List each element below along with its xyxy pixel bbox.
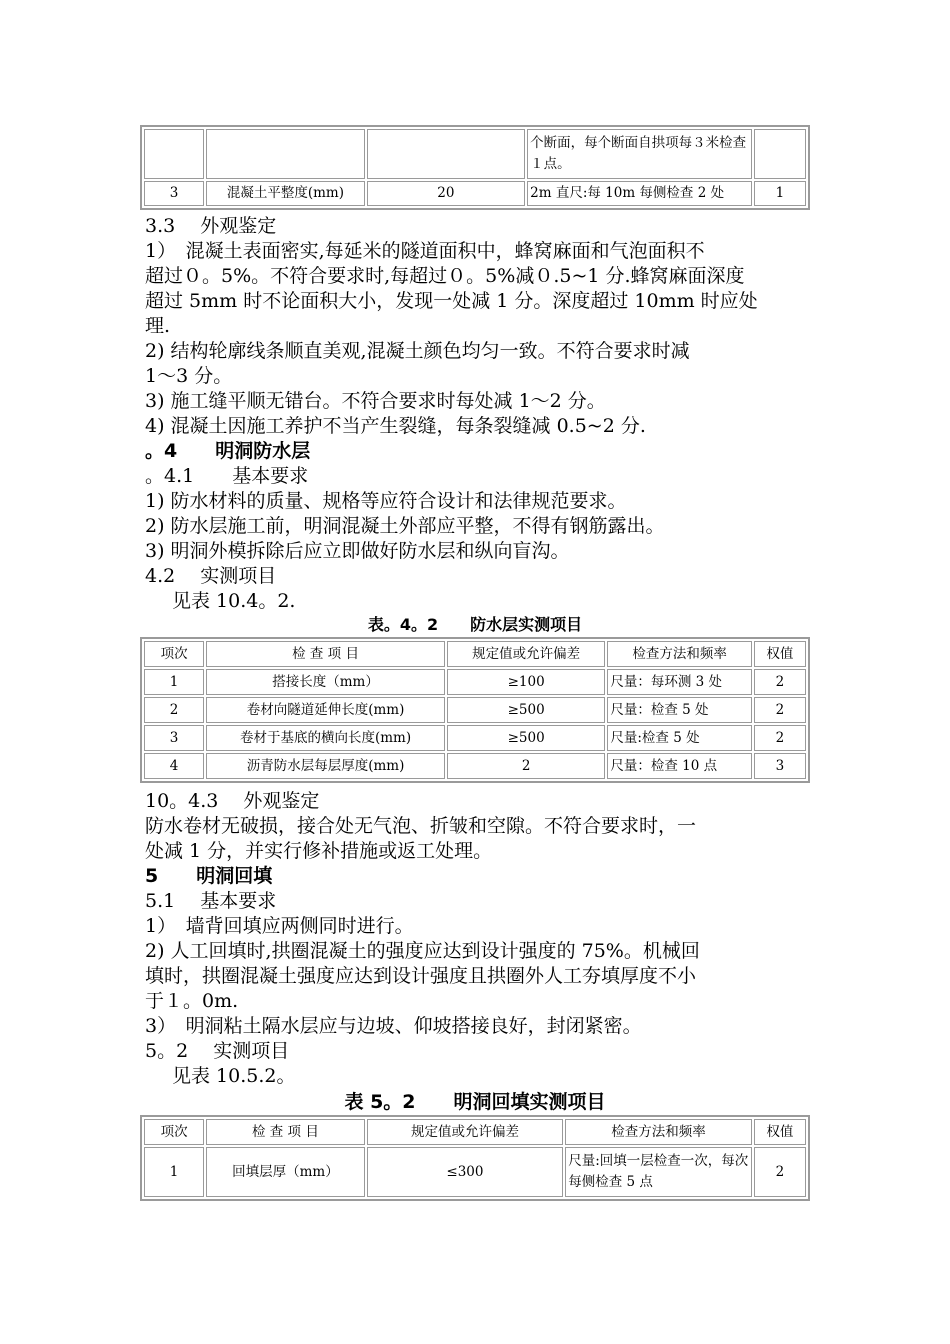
section-heading: 10。4.3 外观鉴定 (145, 790, 320, 812)
table-cell (206, 129, 364, 179)
column-header: 检查方法和频率 (565, 1119, 752, 1145)
table-cell: 个断面，每个断面自拱项每３米检查１点。 (527, 129, 752, 179)
paragraph-line: 3） 明洞粘土隔水层应与边坡、仰坡搭接良好，封闭紧密。 (145, 1015, 642, 1037)
table-cell: 混凝土平整度(mm) (206, 181, 364, 206)
table-cell: 1 (754, 181, 806, 206)
table-caption: 表 5。2 明洞回填实测项目 (344, 1091, 606, 1113)
table-cell: ≥100 (447, 669, 605, 695)
paragraph-line: 防水卷材无破损，接合处无气泡、折皱和空隙。不符合要求时，一 (145, 815, 697, 837)
section-heading: 5 明洞回填 (145, 865, 273, 887)
table-row (144, 181, 806, 206)
table-row (144, 753, 806, 779)
table-cell: 搭接长度（mm） (206, 669, 445, 695)
table-cell: 卷材向隧道延伸长度(mm) (206, 697, 445, 723)
paragraph-line: 1） 墙背回填应两侧同时进行。 (145, 915, 414, 937)
paragraph-line: 超过 5mm 时不论面积大小，发现一处减 1 分。深度超过 10mm 时应处 (145, 290, 758, 312)
table-cell (367, 129, 525, 179)
table-cell (754, 129, 806, 179)
paragraph-line: 2) 结构轮廓线条顺直美观,混凝土颜色均匀一致。不符合要求时减 (145, 340, 690, 362)
table-row (144, 129, 806, 179)
section-heading: 4.2 实测项目 (145, 565, 277, 587)
table-cell: 卷材于基底的横向长度(mm) (206, 725, 445, 751)
paragraph-line: 见表 10.5.2。 (172, 1065, 296, 1087)
table-cell: ≥500 (447, 697, 605, 723)
section-heading: 5.1 基本要求 (145, 890, 277, 912)
table-cell: 2 (754, 697, 806, 723)
table-cell: 回填层厚（mm） (206, 1147, 364, 1197)
column-header: 检 查 项 目 (206, 1119, 364, 1145)
column-header: 权值 (754, 641, 806, 667)
table-cell: 2 (754, 725, 806, 751)
inspection-table-continued (140, 125, 810, 210)
table-row (144, 1147, 806, 1197)
paragraph-line: 3) 施工缝平顺无错台。不符合要求时每处减 1～2 分。 (145, 390, 606, 412)
table-row (144, 697, 806, 723)
table-cell: ≤300 (367, 1147, 564, 1197)
table-cell: 1 (144, 669, 204, 695)
table-cell: 尺量:回填一层检查一次，每次每侧检查 5 点 (565, 1147, 752, 1197)
column-header: 检 查 项 目 (206, 641, 445, 667)
paragraph-line: 1) 防水材料的质量、规格等应符合设计和法律规范要求。 (145, 490, 627, 512)
column-header: 规定值或允许偏差 (367, 1119, 564, 1145)
column-header: 项次 (144, 641, 204, 667)
paragraph-line: 超过０。5%。不符合要求时,每超过０。5%减０.5~1 分.蜂窝麻面深度 (145, 265, 745, 287)
table-header-row (144, 1119, 806, 1145)
backfill-table (140, 1115, 810, 1201)
column-header: 检查方法和频率 (607, 641, 751, 667)
table-cell: 20 (367, 181, 525, 206)
section-heading: 3.3 外观鉴定 (145, 215, 277, 237)
table-cell: 2 (144, 697, 204, 723)
table-cell: 3 (144, 725, 204, 751)
table-row (144, 669, 806, 695)
table-cell: 尺量:检查 5 处 (607, 725, 751, 751)
table-cell: 尺量：检查 5 处 (607, 697, 751, 723)
table-header-row (144, 641, 806, 667)
section-heading: 5。2 实测项目 (145, 1040, 290, 1062)
table-cell: 2 (754, 1147, 806, 1197)
paragraph-line: 填时，拱圈混凝土强度应达到设计强度且拱圈外人工夯填厚度不小 (145, 965, 697, 987)
table-cell: 2 (754, 669, 806, 695)
waterproof-layer-table (140, 637, 810, 783)
paragraph-line: 于１。0m. (145, 990, 239, 1012)
table-cell: 3 (754, 753, 806, 779)
paragraph-line: 4) 混凝土因施工养护不当产生裂缝，每条裂缝减 0.5~2 分. (145, 415, 646, 437)
paragraph-line: 1～3 分。 (145, 365, 233, 387)
table-cell: 沥青防水层每层厚度(mm) (206, 753, 445, 779)
table-cell (144, 129, 204, 179)
table-cell: 尺量：每环测 3 处 (607, 669, 751, 695)
table-cell: 3 (144, 181, 204, 206)
table-cell: 4 (144, 753, 204, 779)
paragraph-line: 3) 明洞外模拆除后应立即做好防水层和纵向盲沟。 (145, 540, 570, 562)
table-cell: 2 (447, 753, 605, 779)
paragraph-line: 处减 1 分，并实行修补措施或返工处理。 (145, 840, 493, 862)
table-cell: 尺量：检查 10 点 (607, 753, 751, 779)
section-heading: 。4 明洞防水层 (145, 440, 311, 462)
column-header: 项次 (144, 1119, 204, 1145)
section-heading: 。4.1 基本要求 (145, 465, 309, 487)
table-caption: 表。4。2 防水层实测项目 (367, 615, 583, 634)
paragraph-line: 1） 混凝土表面密实,每延米的隧道面积中，蜂窝麻面和气泡面积不 (145, 240, 705, 262)
paragraph-line: 2) 人工回填时,拱圈混凝土的强度应达到设计强度的 75%。机械回 (145, 940, 700, 962)
paragraph-line: 2) 防水层施工前，明洞混凝土外部应平整，不得有钢筋露出。 (145, 515, 665, 537)
table-cell: 2m 直尺:每 10m 每侧检查 2 处 (527, 181, 752, 206)
paragraph-line: 理. (145, 315, 171, 337)
paragraph-line: 见表 10.4。2. (172, 590, 296, 612)
table-row (144, 725, 806, 751)
column-header: 规定值或允许偏差 (447, 641, 605, 667)
table-cell: 1 (144, 1147, 204, 1197)
table-cell: ≥500 (447, 725, 605, 751)
column-header: 权值 (754, 1119, 806, 1145)
